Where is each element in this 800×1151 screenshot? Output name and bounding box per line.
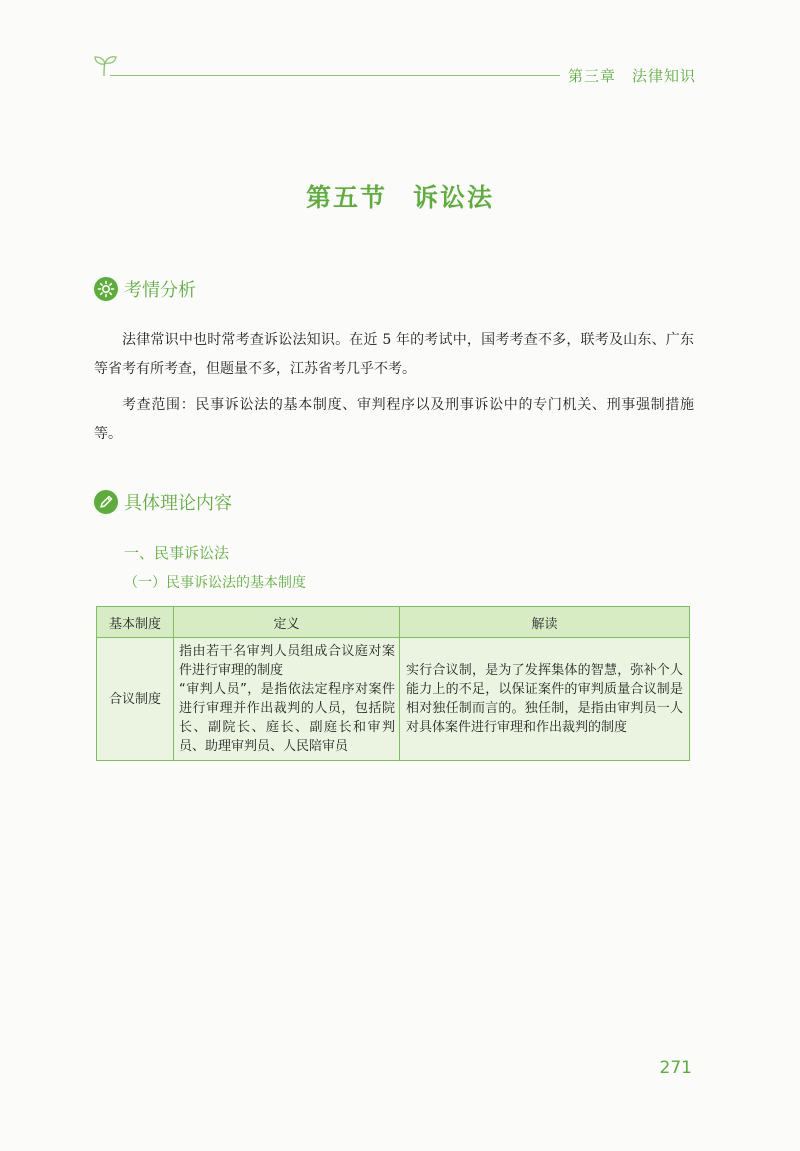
chapter-label xyxy=(560,65,697,86)
sun-icon xyxy=(94,277,118,301)
chapter-number: 第三章 xyxy=(568,67,617,85)
running-header xyxy=(92,56,697,86)
page-number: 271 xyxy=(659,1058,692,1078)
theory-label: 具体理论内容 xyxy=(124,493,232,514)
section-name: 诉讼法 xyxy=(413,183,495,212)
page-title xyxy=(0,178,800,214)
header-system: 基本制度 xyxy=(97,607,174,638)
exam-analysis-heading xyxy=(94,276,196,302)
exam-analysis-label: 考情分析 xyxy=(124,280,196,301)
cell-interpretation: 实行合议制，是为了发挥集体的智慧，弥补个人能力上的不足，以保证案件的审判质量合议制是相对独任制而言的。独任制，是指由审判员一人对具体案件进行审理和作出裁判的制度 xyxy=(400,638,690,761)
section-number: 第五节 xyxy=(305,183,387,212)
basic-systems-table xyxy=(96,606,690,761)
cell-definition: 指由若干名审判人员组成合议庭对案件进行审理的制度 “审判人员”，是指依法定程序对案件进行审理并作出裁判的人员，包括院长、副院长、庭长、副庭长和审判员、助理审判员、人民陪审员 xyxy=(174,638,400,761)
exam-analysis-paragraph-2: 考查范围：民事诉讼法的基本制度、审判程序以及刑事诉讼中的专门机关、刑事强制措施等。 xyxy=(94,397,694,442)
cell-system: 合议制度 xyxy=(97,638,174,761)
chapter-title: 法律知识 xyxy=(632,67,697,85)
subheading-civil-procedure: 一、民事诉讼法 xyxy=(124,544,230,562)
table-header-row xyxy=(97,607,690,638)
theory-heading xyxy=(94,489,232,515)
header-definition: 定义 xyxy=(174,607,400,638)
header-interpretation: 解读 xyxy=(400,607,690,638)
table-row xyxy=(97,638,690,761)
exam-analysis-paragraph-1: 法律常识中也时常考查诉讼法知识。在近 5 年的考试中，国考考查不多，联考及山东、广东等省考有所考查，但题量不多，江苏省考几乎不考。 xyxy=(94,332,694,377)
pencil-icon xyxy=(94,490,118,514)
subheading-basic-systems: （一）民事诉讼法的基本制度 xyxy=(124,575,306,591)
header-rule xyxy=(110,75,630,76)
